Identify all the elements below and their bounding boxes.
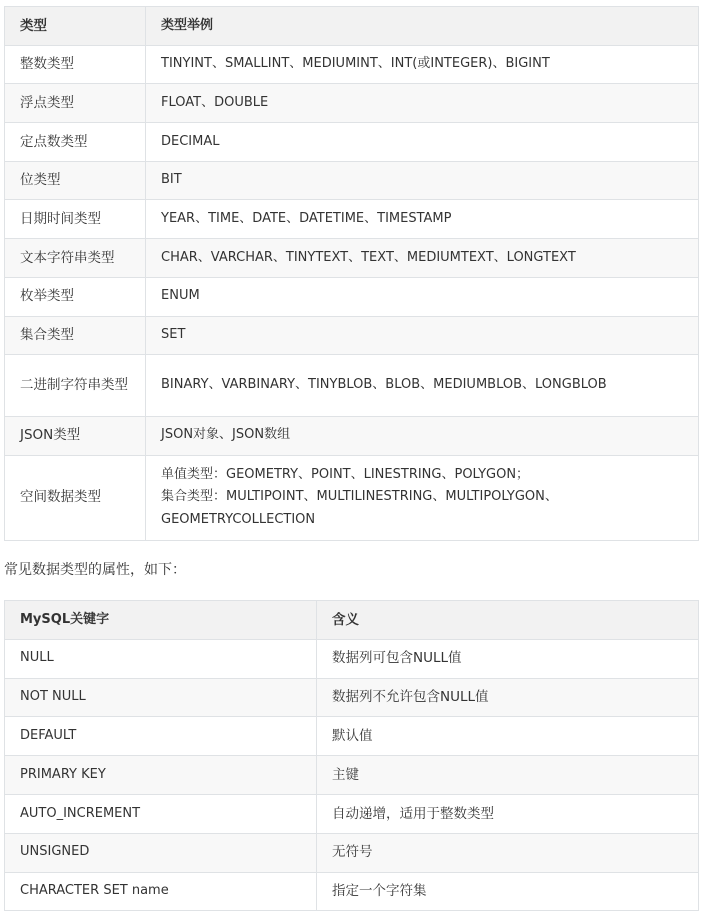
- table-row: [5, 717, 699, 756]
- table-row: [5, 678, 699, 717]
- meaning-cell: 无符号: [317, 833, 699, 872]
- keyword-cell: CHARACTER SET name: [5, 872, 317, 911]
- table-header-row: [5, 601, 699, 640]
- table-row: [5, 833, 699, 872]
- type-cell: 文本字符串类型: [5, 239, 146, 278]
- examples-cell: [146, 84, 699, 123]
- type-cell: 空间数据类型: [5, 455, 146, 540]
- keyword-cell: DEFAULT: [5, 717, 317, 756]
- table-row: [5, 416, 699, 455]
- type-cell: 定点数类型: [5, 123, 146, 162]
- meaning-cell: 默认值: [317, 717, 699, 756]
- examples-cell: [146, 355, 699, 417]
- data-types-table: [4, 6, 699, 541]
- examples-line: BIT: [161, 172, 182, 188]
- table-row: [5, 161, 699, 200]
- examples-line: DECIMAL: [161, 133, 220, 149]
- table-row: [5, 277, 699, 316]
- examples-cell: [146, 277, 699, 316]
- meaning-cell: 指定一个字符集: [317, 872, 699, 911]
- type-cell: 日期时间类型: [5, 200, 146, 239]
- type-cell: 浮点类型: [5, 84, 146, 123]
- type-cell: 枚举类型: [5, 277, 146, 316]
- keyword-cell: NOT NULL: [5, 678, 317, 717]
- examples-line: 集合类型：MULTIPOINT、MULTILINESTRING、MULTIPOLYGON、GEOMETRYCOLLECTION: [161, 489, 558, 527]
- examples-line: YEAR、TIME、DATE、DATETIME、TIMESTAMP: [161, 211, 452, 227]
- table-header-row: [5, 7, 699, 46]
- examples-line: FLOAT、DOUBLE: [161, 94, 269, 110]
- examples-line: BINARY、VARBINARY、TINYBLOB、BLOB、MEDIUMBLOB、LONGBLOB: [161, 377, 607, 393]
- table-row: [5, 455, 699, 540]
- examples-line: JSON对象、JSON数组: [161, 427, 291, 443]
- column-header-meaning: 含义: [317, 601, 699, 640]
- column-header-keyword: MySQL关键字: [5, 601, 317, 640]
- meaning-cell: 自动递增，适用于整数类型: [317, 794, 699, 833]
- table-row: [5, 756, 699, 795]
- examples-cell: [146, 123, 699, 162]
- keyword-cell: UNSIGNED: [5, 833, 317, 872]
- table-row: [5, 794, 699, 833]
- examples-line: CHAR、VARCHAR、TINYTEXT、TEXT、MEDIUMTEXT、LONGTEXT: [161, 249, 576, 265]
- keyword-cell: PRIMARY KEY: [5, 756, 317, 795]
- table-row: [5, 200, 699, 239]
- column-header-type: 类型: [5, 7, 146, 46]
- table-row: [5, 872, 699, 911]
- examples-line: 单值类型：GEOMETRY、POINT、LINESTRING、POLYGON；: [161, 466, 530, 482]
- examples-line: TINYINT、SMALLINT、MEDIUMINT、INT(或INTEGER)、BIGINT: [161, 56, 550, 72]
- meaning-cell: 数据列不允许包含NULL值: [317, 678, 699, 717]
- table-row: [5, 316, 699, 355]
- type-cell: 整数类型: [5, 45, 146, 84]
- examples-cell: [146, 416, 699, 455]
- meaning-cell: 主键: [317, 756, 699, 795]
- examples-line: ENUM: [161, 288, 200, 304]
- table-row: [5, 639, 699, 678]
- keyword-cell: NULL: [5, 639, 317, 678]
- table-row: [5, 84, 699, 123]
- examples-line: SET: [161, 327, 186, 343]
- examples-cell: [146, 161, 699, 200]
- type-cell: 位类型: [5, 161, 146, 200]
- examples-cell: [146, 239, 699, 278]
- meaning-cell: 数据列可包含NULL值: [317, 639, 699, 678]
- table-row: [5, 239, 699, 278]
- examples-cell: [146, 455, 699, 540]
- column-header-examples: 类型举例: [146, 7, 699, 46]
- examples-cell: [146, 45, 699, 84]
- data-type-properties-table: [4, 600, 699, 911]
- table-row: [5, 355, 699, 417]
- examples-cell: [146, 316, 699, 355]
- type-cell: 二进制字符串类型: [5, 355, 146, 417]
- examples-cell: [146, 200, 699, 239]
- table-row: [5, 123, 699, 162]
- type-cell: JSON类型: [5, 416, 146, 455]
- properties-intro-text: 常见数据类型的属性，如下：: [4, 562, 186, 578]
- table-row: [5, 45, 699, 84]
- type-cell: 集合类型: [5, 316, 146, 355]
- keyword-cell: AUTO_INCREMENT: [5, 794, 317, 833]
